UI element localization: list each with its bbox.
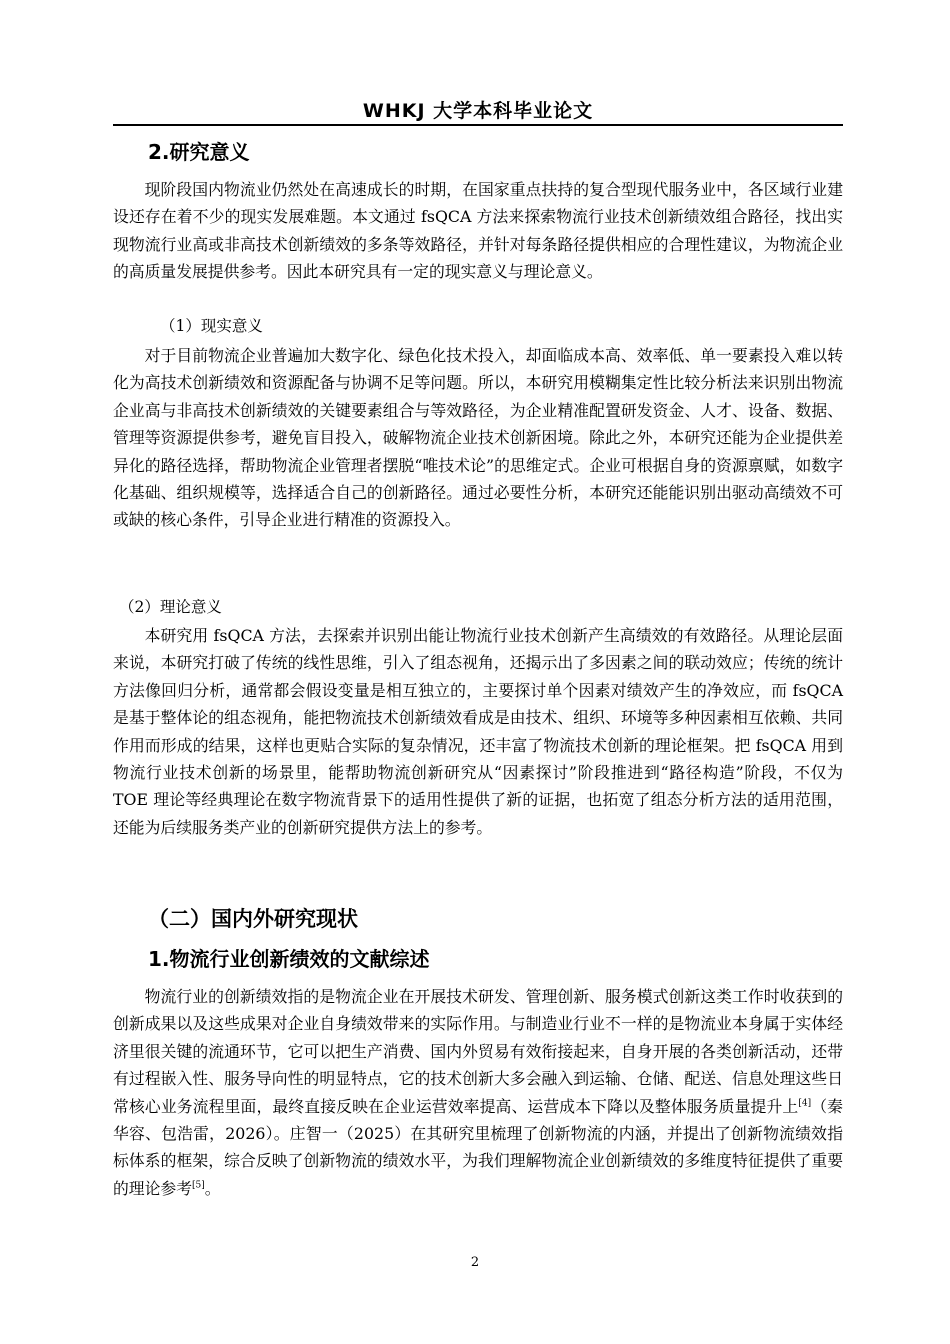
theory-heading: （2）理论意义 [119, 598, 222, 616]
page-number: 2 [470, 1255, 480, 1270]
practical-heading: （1）现实意义 [160, 317, 263, 335]
intro-paragraph: 现阶段国内物流业仍然处在高速成长的时期，在国家重点扶持的复合型现代服务业中，各区域行业建设还存在着不少的现实发展难题。本文通过 fsQCA 方法来探索物流行业技术创新绩效组合路径，找出实现物流行业高或非高技术创新绩效的多条等效路径，并针对每条路径提供相应的合理性建议，为物流企业的高质量发展提供参考。因此本研究具有一定的现实意义与理论意义。 [113, 180, 843, 282]
section-heading-significance: 2.研究意义 [148, 140, 250, 164]
review-text-a: 物流行业的创新绩效指的是物流企业在开展技术研发、管理创新、服务模式创新这类工作时收获到的创新成果以及这些成果对企业自身绩效带来的实际作用。与制造业行业不一样的是物流业本身属于实体经济里很关键的流通环节，它可以把生产消费、国内外贸易有效衔接起来，自身开展的各类创新活动，还带有过程嵌入性、服务导向性的明显特点，它的技术创新大多会融入到运输、仓储、配送、信息处理这些日常核心业务流程里面，最终直接反映在企业运营效率提高、运营成本下降以及整体服务质量提升上 [113, 987, 843, 1116]
citation-5: [5] [192, 1180, 205, 1191]
practical-paragraph: 对于目前物流企业普遍加大数字化、绿色化技术投入，却面临成本高、效率低、单一要素投入难以转化为高技术创新绩效和资源配备与协调不足等问题。所以，本研究用模糊集定性比较分析法来识别出物流企业高与非高技术创新绩效的关键要素组合与等效路径，为企业精准配置研发资金、人才、设备、数据、管理等资源提供参考，避免盲目投入，破解物流企业技术创新困境。除此之外，本研究还能为企业提供差异化的路径选择，帮助物流企业管理者摆脱“唯技术论”的思维定式。企业可根据自身的资源禀赋，如数字化基础、组织规模等，选择适合自己的创新路径。通过必要性分析，本研究还能能识别出驱动高绩效不可或缺的核心条件，引导企业进行精准的资源投入。 [113, 346, 843, 530]
review-text-b: （秦华容、包浩雷，2026）。庄智一（2025）在其研究里梳理了创新物流的内涵，并提出了创新物流绩效指标体系的框架，综合反映了创新物流的绩效水平，为我们理解物流企业创新绩效的多维度特征提供了重要的理论参考 [113, 1096, 843, 1198]
chapter-heading: （二）国内外研究现状 [148, 907, 358, 931]
theory-paragraph: 本研究用 fsQCA 方法，去探索并识别出能让物流行业技术创新产生高绩效的有效路径。从理论层面来说，本研究打破了传统的线性思维，引入了组态视角，还揭示出了多因素之间的联动效应；传统的统计方法像回归分析，通常都会假设变量是相互独立的，主要探讨单个因素对绩效产生的净效应，而 fsQCA 是基于整体论的组态视角，能把物流技术创新绩效看成是由技术、组织、环境等多种因素相互依赖、共同作用而形成的结果，这样也更贴合实际的复杂情况，还丰富了物流技术创新的理论框架。把 fsQCA 用到物流行业技术创新的场景里，能帮助物流创新研究从“因素探讨”阶段推进到“路径构造”阶段，不仅为 TOE 理论等经典理论在数字物流背景下的适用性提供了新的证据，也拓宽了组态分析方法的适用范围，还能为后续服务类产业的创新研究提供方法上的参考。 [113, 626, 843, 837]
header-rule [113, 124, 843, 126]
running-header: WHKJ 大学本科毕业论文 [362, 100, 594, 122]
review-text-end: 。 [204, 1178, 221, 1198]
review-paragraph [113, 983, 843, 1202]
review-heading: 1.物流行业创新绩效的文献综述 [148, 947, 430, 971]
citation-4: [4] [798, 1098, 812, 1109]
